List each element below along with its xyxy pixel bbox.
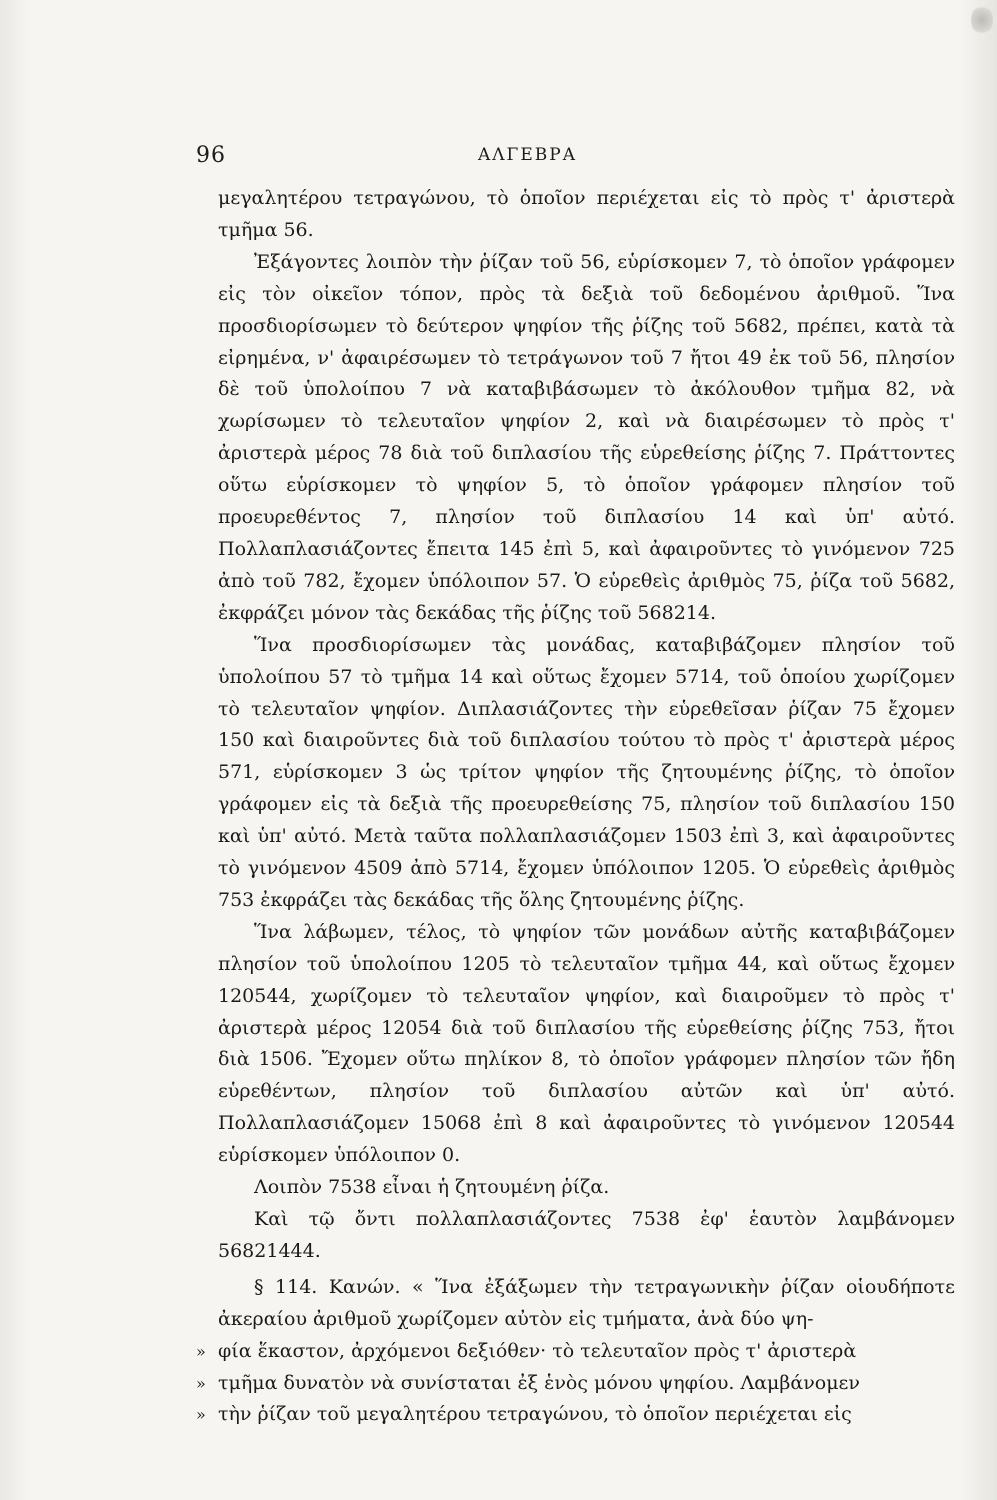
rule-heading: Κανών.	[328, 1275, 401, 1298]
rule-continuation	[196, 1336, 955, 1432]
rule-line	[196, 1368, 955, 1400]
rule-line-text: τὴν ῥίζαν τοῦ μεγαλητέρου τετραγώνου, τὸ ὁποῖον περιέχεται εἰς	[218, 1403, 852, 1426]
paragraph-continuation: μεγαλητέρου τετραγώνου, τὸ ὁποῖον περιέχεται εἰς τὸ πρὸς τ' ἀριστερὰ τμῆμα 56.	[218, 187, 955, 241]
rule-paragraph	[218, 1272, 955, 1336]
page-header	[196, 143, 956, 183]
body-text	[196, 183, 955, 1431]
quote-margin-mark: »	[196, 1373, 206, 1393]
quote-margin-mark: »	[196, 1341, 206, 1361]
rule-line: « Ἵνα ἐξάξωμεν τὴν τετραγωνικὴν ῥίζαν οἱουδήποτε ἀκεραίου ἀριθμοῦ χωρίζομεν αὐτὸν εἰς τμήματα, ἀνὰ δύο ψη-	[218, 1275, 955, 1330]
paragraph-result: Λοιπὸν 7538 εἶναι ἡ ζητουμένη ῥίζα.	[254, 1176, 610, 1199]
rule-line-text: τμῆμα δυνατὸν νὰ συνίσταται ἐξ ἑνὸς μόνου ψηφίου. Λαμβάνομεν	[218, 1371, 860, 1394]
paragraph-units: Ἵνα προσδιορίσωμεν τὰς μονάδας, καταβιβάζομεν πλησίον τοῦ ὑπολοίπου 57 τὸ τμῆμα 14 καὶ οὕτως ἔχομεν 5714, τοῦ ὁποίου χωρίζομεν τὸ τελευταῖον ψηφίον. Διπλασιάζοντες τὴν εὑρεθεῖσαν ῥίζαν 75 ἔχομεν 150 καὶ διαιροῦντες διὰ τοῦ διπλασίου τούτου τὸ πρὸς τ' ἀριστερὰ μέρος 571, εὑρίσκομεν 3 ὡς τρίτον ψηφίον τῆς ζητουμένης ῥίζης, τὸ ὁποῖον γράφομεν εἰς τὰ δεξιὰ τῆς προευρεθείσης 75, πλησίον τοῦ διπλασίου 150 καὶ ὑπ' αὐτό. Μετὰ ταῦτα πολλαπλασιάζομεν 1503 ἐπὶ 3, καὶ ἀφαιροῦντες τὸ γινόμενον 4509 ἀπὸ 5714, ἔχομεν ὑπόλοιπον 1205. Ὁ εὑρεθεὶς ἀριθμὸς 753 ἐκφράζει τὰς δεκάδας τῆς ὅλης ζητουμένης ῥίζης.	[218, 633, 955, 911]
section-number: § 114.	[254, 1275, 318, 1298]
rule-line	[196, 1399, 955, 1431]
paragraph-tens: Ἐξάγοντες λοιπὸν τὴν ῥίζαν τοῦ 56, εὑρίσκομεν 7, τὸ ὁποῖον γράφομεν εἰς τὸν οἰκεῖον τόπον, πρὸς τὰ δεξιὰ τοῦ δεδομένου ἀριθμοῦ. Ἵνα προσδιορίσωμεν τὸ δεύτερον ψηφίον τῆς ῥίζης τοῦ 5682, πρέπει, κατὰ τὰ εἰρημένα, ν' ἀφαιρέσωμεν τὸ τετράγωνον τοῦ 7 ἤτοι 49 ἐκ τοῦ 56, πλησίον δὲ τοῦ ὑπολοίπου 7 νὰ καταβιβάσωμεν τὸ ἀκόλουθον τμῆμα 82, νὰ χωρίσωμεν τὸ τελευταῖον ψηφίον 2, καὶ νὰ διαιρέσωμεν τὸ πρὸς τ' ἀριστερὰ μέρος 78 διὰ τοῦ διπλασίου τῆς εὑρεθείσης ῥίζης 7. Πράττοντες οὕτω εὑρίσκομεν τὸ ψηφίον 5, τὸ ὁποῖον γράφομεν πλησίον τοῦ προευρεθέντος 7, πλησίον τοῦ διπλασίου 14 καὶ ὑπ' αὐτό. Πολλαπλασιάζοντες ἔπειτα 145 ἐπὶ 5, καὶ ἀφαιροῦντες τὸ γινόμενον 725 ἀπὸ τοῦ 782, ἔχομεν ὑπόλοιπον 57. Ὁ εὑρεθεὶς ἀριθμὸς 75, ῥίζα τοῦ 5682, ἐκφράζει μόνον τὰς δεκάδας τῆς ῥίζης τοῦ 568214.	[218, 250, 955, 624]
rule-line-text: φία ἕκαστον, ἀρχόμενοι δεξιόθεν· τὸ τελευταῖον πρὸς τ' ἀριστερὰ	[218, 1339, 857, 1362]
paragraph-final-digit: Ἵνα λάβωμεν, τέλος, τὸ ψηφίον τῶν μονάδων αὐτῆς καταβιβάζομεν πλησίον τοῦ ὑπολοίπου 1205 τὸ τελευταῖον τμῆμα 44, καὶ οὕτως ἔχομεν 120544, χωρίζομεν τὸ τελευταῖον ψηφίον, καὶ διαιροῦμεν τὸ πρὸς τ' ἀριστερὰ μέρος 12054 διὰ τοῦ διπλασίου τῆς εὑρεθείσης ῥίζης 753, ἤτοι διὰ 1506. Ἔχομεν οὕτω πηλίκον 8, τὸ ὁποῖον γράφομεν πλησίον τῶν ἤδη εὑρεθέντων, πλησίον τοῦ διπλασίου αὐτῶν καὶ ὑπ' αὐτό. Πολλαπλασιάζομεν 15068 ἐπὶ 8 καὶ ἀφαιροῦντες τὸ γινόμενον 120544 εὑρίσκομεν ὑπόλοιπον 0.	[218, 920, 955, 1167]
quote-margin-mark: »	[196, 1405, 206, 1425]
paragraph-verification: Καὶ τῷ ὄντι πολλαπλασιάζοντες 7538 ἐφ' ἑαυτὸν λαμβάνομεν 56821444.	[218, 1208, 955, 1262]
running-title: ΑΛΓΕΒΡΑ	[478, 145, 577, 165]
page-number: 96	[196, 143, 226, 168]
rule-line	[196, 1336, 955, 1368]
page-corner-smudge	[971, 4, 993, 36]
